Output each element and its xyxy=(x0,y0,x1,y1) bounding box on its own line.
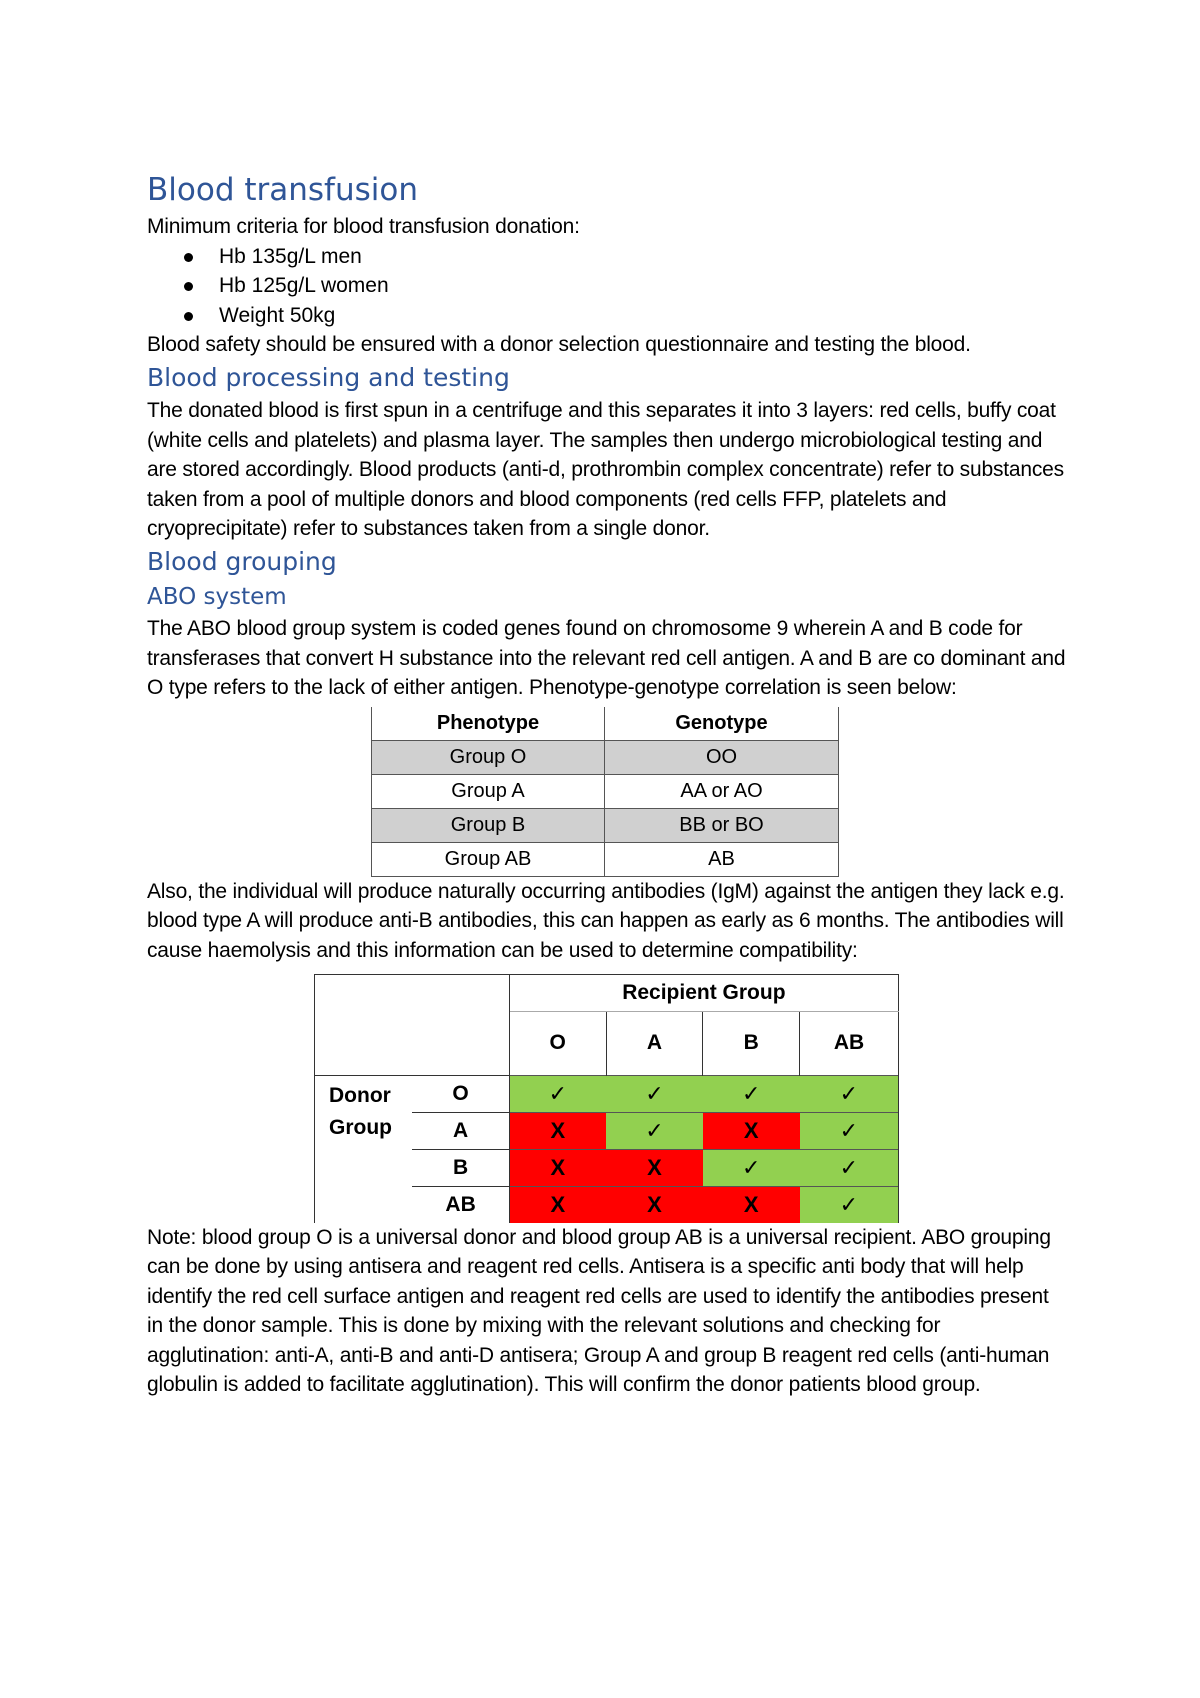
page-title: Blood transfusion xyxy=(147,172,418,208)
processing-heading: Blood processing and testing xyxy=(147,362,510,392)
compat-cell: X xyxy=(509,1186,606,1223)
compatibility-table-wrap xyxy=(314,974,899,1223)
note-body: Note: blood group O is a universal donor and blood group AB is a universal recipient. ABO grouping can be done by using antisera and reagent red cells. Antisera is a specific anti body that will help identify the red cell surface antigen and reagent red cells are used to identify the antibodies present in the donor sample. This is done by mixing with the relevant solutions and checking for agglutination: anti-A, anti-B and anti-D antisera; Group A and group B reagent red cells (anti-human globulin is added to facilitate agglutination). This will confirm the donor patients blood group. xyxy=(147,1225,1051,1397)
criteria-item: Hb 135g/L men xyxy=(219,244,362,268)
compat-cell: X xyxy=(606,1149,703,1186)
table-row xyxy=(372,774,839,808)
recipient-col-header: AB xyxy=(800,1011,899,1075)
table-header: Genotype xyxy=(605,707,839,741)
table-header: Phenotype xyxy=(372,707,605,741)
donor-row-header: O xyxy=(412,1075,509,1112)
list-item xyxy=(147,242,1067,272)
processing-body: The donated blood is first spun in a centrifuge and this separates it into 3 layers: red cells, buffy coat (white cells and platelets) and plasma layer. The samples then undergo microbiological testing and are stored accordingly. Blood products (anti-d, prothrombin complex concentrate) refer to substances taken from a pool of multiple donors and blood components (red cells FFP, platelets and cryoprecipitate) refer to substances taken from a single donor. xyxy=(147,398,1064,541)
list-item xyxy=(147,301,1067,331)
recipient-col-header: O xyxy=(509,1011,606,1075)
document-page xyxy=(147,168,1067,1400)
list-item xyxy=(147,271,1067,301)
table-row xyxy=(372,740,839,774)
table-header-row xyxy=(372,707,839,741)
compat-cell: ✓ xyxy=(703,1149,800,1186)
compat-cell: ✓ xyxy=(800,1149,899,1186)
recipient-col-header: B xyxy=(703,1011,800,1075)
table-corner xyxy=(315,974,510,1075)
antibody-body: Also, the individual will produce naturally occurring antibodies (IgM) against the antigen they lack e.g. blood type A will produce anti-B antibodies, this can happen as early as 6 months. The antibodies will cause haemolysis and this information can be used to determine compatibility: xyxy=(147,879,1065,962)
compat-cell: ✓ xyxy=(606,1112,703,1149)
compat-cell: X xyxy=(509,1112,606,1149)
bullet-icon xyxy=(184,282,193,291)
compat-cell: ✓ xyxy=(800,1075,899,1112)
criteria-item: Hb 125g/L women xyxy=(219,274,389,298)
compat-cell: X xyxy=(606,1186,703,1223)
donor-row-header: B xyxy=(412,1149,509,1186)
compat-cell: X xyxy=(703,1112,800,1149)
phenotype-table xyxy=(371,707,839,877)
table-cell: BB or BO xyxy=(605,808,839,842)
donor-label-line: Donor xyxy=(329,1083,391,1107)
compat-cell: ✓ xyxy=(606,1075,703,1112)
recipient-group-label: Recipient Group xyxy=(509,974,898,1011)
bullet-icon xyxy=(184,253,193,262)
donor-row-header: A xyxy=(412,1112,509,1149)
phenotype-table-wrap xyxy=(371,707,839,877)
compat-cell: X xyxy=(703,1186,800,1223)
table-cell: Group A xyxy=(372,774,605,808)
donor-group-label xyxy=(315,1075,413,1223)
donor-row-header: AB xyxy=(412,1186,509,1223)
donor-label-line: Group xyxy=(329,1115,392,1139)
compatibility-table xyxy=(314,974,899,1223)
table-cell: Group B xyxy=(372,808,605,842)
table-cell: AB xyxy=(605,842,839,876)
compat-cell: X xyxy=(509,1149,606,1186)
recipient-col-header: A xyxy=(606,1011,703,1075)
abo-heading: ABO system xyxy=(147,583,287,610)
table-row xyxy=(372,808,839,842)
abo-body: The ABO blood group system is coded genes found on chromosome 9 wherein A and B code for transferases that convert H substance into the relevant red cell antigen. A and B are co dominant and O type refers to the lack of either antigen. Phenotype-genotype correlation is seen below: xyxy=(147,616,1066,700)
table-cell: Group AB xyxy=(372,842,605,876)
bullet-icon xyxy=(184,312,193,321)
table-cell: AA or AO xyxy=(605,774,839,808)
table-cell: Group O xyxy=(372,740,605,774)
criteria-outro: Blood safety should be ensured with a donor selection questionnaire and testing the blood. xyxy=(147,333,971,357)
criteria-item: Weight 50kg xyxy=(219,303,336,327)
table-row xyxy=(372,842,839,876)
compat-cell: ✓ xyxy=(800,1186,899,1223)
criteria-intro: Minimum criteria for blood transfusion donation: xyxy=(147,215,580,238)
criteria-list xyxy=(147,242,1067,331)
table-cell: OO xyxy=(605,740,839,774)
grouping-heading: Blood grouping xyxy=(147,546,337,576)
compat-cell: ✓ xyxy=(703,1075,800,1112)
compat-cell: ✓ xyxy=(800,1112,899,1149)
compat-cell: ✓ xyxy=(509,1075,606,1112)
